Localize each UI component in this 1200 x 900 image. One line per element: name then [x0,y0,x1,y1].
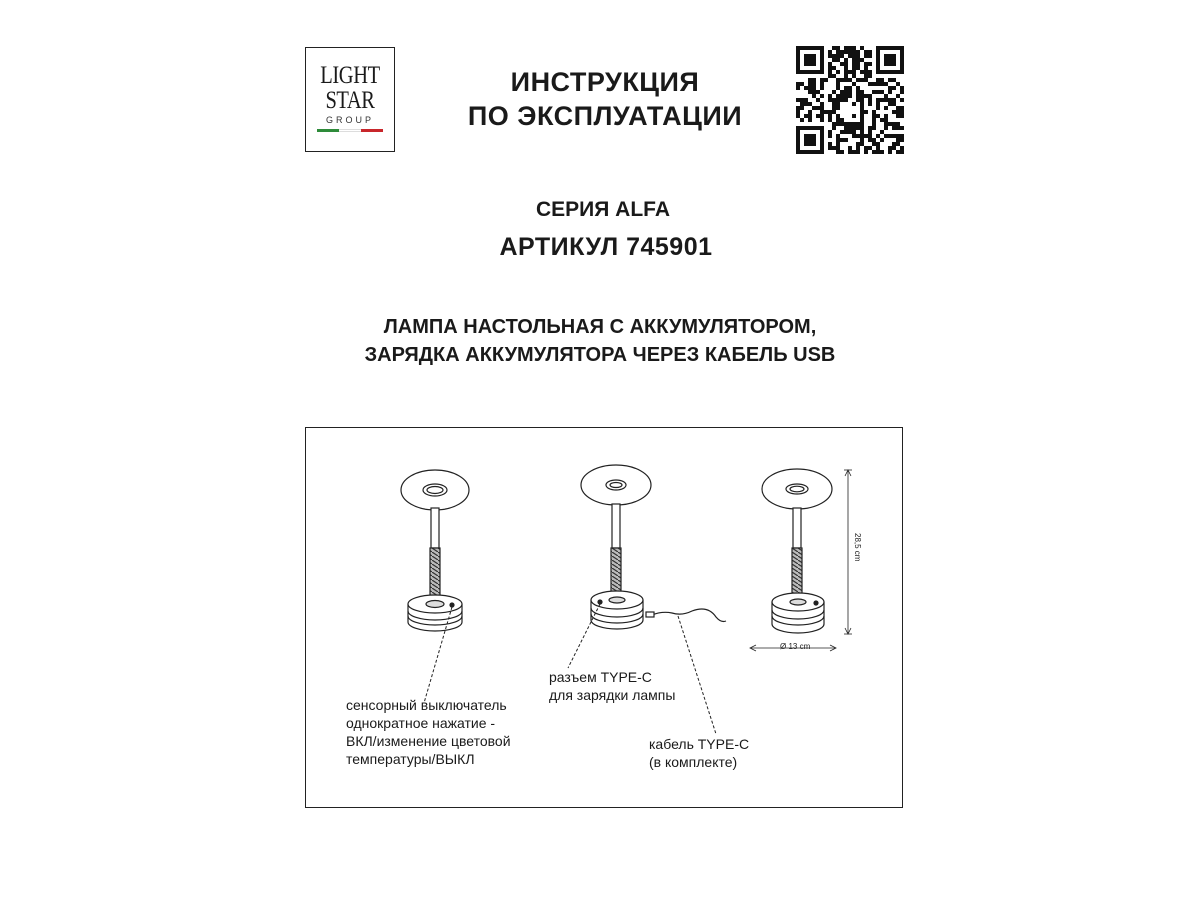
connector-label [549,668,675,704]
touch-switch-line-1: сенсорный выключатель [346,697,507,713]
touch-switch-line-2: однократное нажатие - [346,715,496,731]
logo-line-3: GROUP [325,115,374,125]
touch-switch-line-4: температуры/ВЫКЛ [346,751,475,767]
italian-flag-stripe [317,129,383,132]
connector-leader [568,604,600,668]
cable-line-1: кабель TYPE-C [649,736,750,752]
lamp-view-1 [401,470,469,631]
product-line-1: ЛАМПА НАСТОЛЬНАЯ С АККУМУЛЯТОРОМ, [383,316,817,338]
connector-line-2: для зарядки лампы [549,687,676,703]
qr-code [796,46,904,154]
cable-leader [678,616,716,734]
height-dimension [844,470,852,634]
connector-line-1: разъем TYPE-C [549,669,652,685]
series-name: СЕРИЯ ALFA [535,198,671,221]
article-number: АРТИКУЛ 745901 [499,233,713,261]
product-line-2: ЗАРЯДКА АККУМУЛЯТОРА ЧЕРЕЗ КАБЕЛЬ USB [364,344,836,366]
lamp-view-2 [581,465,726,629]
brand-logo [305,47,395,152]
cable-label [649,735,749,771]
cable-line-2: (в комплекте) [649,754,738,770]
touch-switch-line-3: ВКЛ/изменение цветовой [346,733,511,749]
logo-line-1: LIGHT [320,62,380,89]
lamp-view-3 [762,469,832,633]
title-line-1: ИНСТРУКЦИЯ [510,67,700,97]
title-line-2: ПО ЭКСПЛУАТАЦИИ [467,101,743,131]
height-label: 28,5 cm [853,533,862,562]
product-diagram [305,427,903,808]
diameter-label: Ø 13 cm [780,642,811,651]
touch-switch-label [346,696,511,768]
page-title [440,65,770,133]
logo-line-2: STAR [325,87,375,114]
product-description [300,313,900,369]
